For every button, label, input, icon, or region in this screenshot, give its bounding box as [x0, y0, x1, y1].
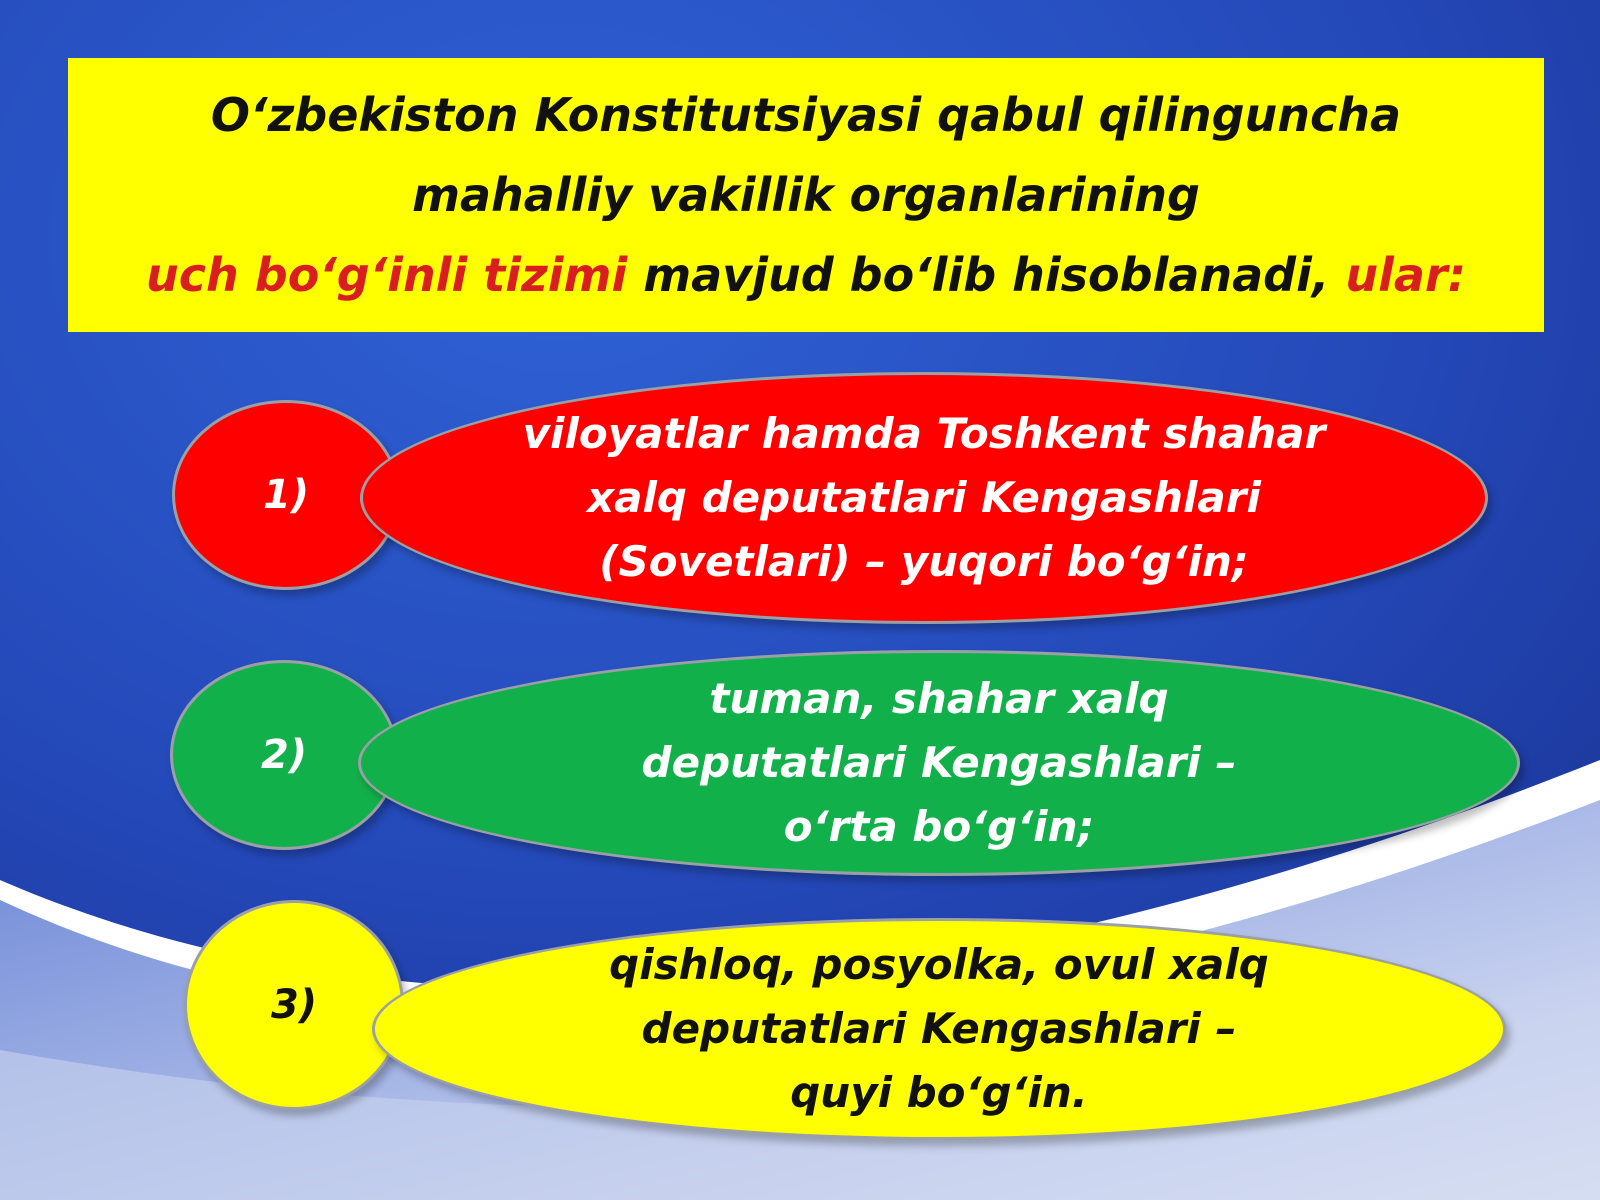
item-text-2: tuman, shahar xalq deputatlari Kengashlari – o‘rta bo‘g‘in; — [641, 674, 1237, 851]
number-label-1: 1) — [262, 472, 310, 518]
title-line-2: mahalliy vakillik organlarining — [412, 168, 1200, 222]
item-text-1: viloyatlar hamda Toshkent shahar xalq deputatlari Kengashlari (Sovetlari) – yuqori bo‘g‘in; — [522, 409, 1326, 586]
item-oval-3 — [372, 918, 1506, 1140]
title-line-3: mavjud bo‘lib hisoblanadi, — [627, 248, 1346, 302]
title-highlight-2: ular: — [1345, 248, 1466, 302]
title-line-1: O‘zbekiston Konstitutsiyasi qabul qilinguncha — [210, 88, 1402, 142]
title-text — [146, 75, 1466, 315]
title-box — [68, 58, 1544, 332]
title-highlight-1: uch bo‘g‘inli tizimi — [145, 248, 628, 302]
item-text-3: qishloq, posyolka, ovul xalq deputatlari Kengashlari – quyi bo‘g‘in. — [609, 940, 1269, 1117]
number-label-2: 2) — [260, 732, 308, 778]
item-oval-1 — [360, 372, 1488, 624]
number-circle-3 — [184, 900, 404, 1110]
item-oval-2 — [358, 650, 1520, 876]
number-label-3: 3) — [270, 982, 318, 1028]
